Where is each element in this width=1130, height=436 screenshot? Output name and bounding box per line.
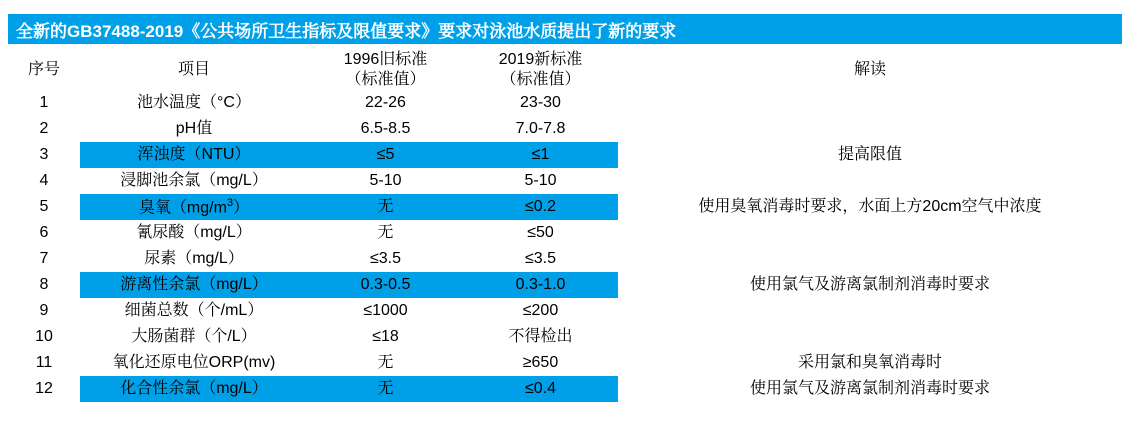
- header-new-standard-line1: 2019新标准: [498, 51, 583, 68]
- cell-note: [618, 168, 1122, 194]
- table-header: [8, 50, 1122, 90]
- cell-note: [618, 298, 1122, 324]
- cell-no: 7: [39, 249, 49, 267]
- cell-item: 尿素（mg/L）: [144, 249, 244, 267]
- cell-new: 7.0-7.8: [515, 119, 566, 137]
- table-row: [8, 116, 1122, 142]
- table-row: [8, 220, 1122, 246]
- table-row: [8, 168, 1122, 194]
- table-row: [8, 350, 1122, 376]
- cell-item: 化合性余氯（mg/L）: [80, 376, 308, 402]
- page-title: 全新的GB37488-2019《公共场所卫生指标及限值要求》要求对泳池水质提出了新的要求: [16, 21, 677, 41]
- cell-note: 使用氯气及游离氯制剂消毒时要求: [749, 379, 990, 397]
- cell-no: 10: [35, 327, 53, 345]
- cell-no: 5: [39, 197, 49, 215]
- table-row: [8, 298, 1122, 324]
- cell-old: ≤1000: [363, 301, 408, 319]
- cell-old: 6.5-8.5: [360, 119, 411, 137]
- cell-note: [618, 246, 1122, 272]
- cell-note: [618, 90, 1122, 116]
- cell-old: 无: [377, 353, 394, 371]
- cell-no: 1: [39, 93, 49, 111]
- cell-new: 23-30: [520, 93, 561, 111]
- cell-old: 5-10: [369, 171, 402, 189]
- table-row: [8, 324, 1122, 350]
- header-new-standard: [463, 50, 618, 90]
- table-row: [8, 142, 1122, 168]
- cell-note: 使用氯气及游离氯制剂消毒时要求: [749, 275, 990, 293]
- cell-old: 22-26: [365, 93, 406, 111]
- table-body: [8, 90, 1122, 402]
- cell-item: 浸脚池余氯（mg/L）: [120, 171, 268, 189]
- water-quality-standards-table: [8, 50, 1122, 402]
- cell-old: 无: [308, 376, 463, 402]
- header-no: 序号: [27, 60, 60, 78]
- cell-note: 采用氯和臭氧消毒时: [797, 353, 942, 371]
- table-row: [8, 272, 1122, 298]
- cell-note: 提高限值: [837, 145, 902, 163]
- cell-old: 无: [377, 223, 394, 241]
- cell-new: ≤3.5: [524, 249, 557, 267]
- header-old-standard-line1: 1996旧标准: [343, 51, 428, 68]
- cell-note: [618, 220, 1122, 246]
- cell-no: 8: [39, 275, 49, 293]
- document-title-bar: [8, 14, 1122, 44]
- cell-item: 池水温度（°C）: [137, 93, 251, 111]
- cell-note: [618, 324, 1122, 350]
- cell-no: 6: [39, 223, 49, 241]
- cell-note: 使用臭氧消毒时要求，水面上方20cm空气中浓度: [698, 197, 1042, 215]
- cell-old: ≤18: [372, 327, 399, 345]
- cell-item: 氰尿酸（mg/L）: [136, 223, 252, 241]
- table-row: [8, 376, 1122, 402]
- cell-old: ≤5: [308, 142, 463, 168]
- cell-no: 3: [39, 145, 49, 163]
- table-row: [8, 246, 1122, 272]
- cell-no: 12: [35, 379, 53, 397]
- cell-item: 浑浊度（NTU）: [80, 142, 308, 168]
- cell-new: ≤200: [522, 301, 559, 319]
- cell-item: 臭氧$(mg/m^3)$: [80, 194, 308, 220]
- header-old-standard: [308, 50, 463, 90]
- table-row: [8, 194, 1122, 220]
- cell-item: 大肠菌群（个/L）: [131, 327, 257, 345]
- header-new-standard-line2: （标准值）: [500, 71, 581, 88]
- cell-old: 0.3-0.5: [308, 272, 463, 298]
- cell-new: ≤50: [527, 223, 554, 241]
- cell-item: pH值: [175, 119, 213, 137]
- cell-new: ≤0.4: [463, 376, 618, 402]
- cell-item: 氧化还原电位ORP(mv): [112, 353, 276, 371]
- cell-new: 5-10: [524, 171, 557, 189]
- cell-note: [618, 116, 1122, 142]
- cell-no: 9: [39, 301, 49, 319]
- cell-new: ≤0.2: [463, 194, 618, 220]
- cell-new: ≥650: [522, 353, 559, 371]
- cell-item: 细菌总数（个/mL）: [124, 301, 264, 319]
- table-header-row: [8, 50, 1122, 90]
- cell-item: 游离性余氯（mg/L）: [80, 272, 308, 298]
- cell-old: 无: [308, 194, 463, 220]
- header-old-standard-line2: （标准值）: [345, 71, 426, 88]
- header-item: 项目: [177, 60, 210, 78]
- table-row: [8, 90, 1122, 116]
- cell-new: 不得检出: [508, 327, 573, 345]
- cell-old: ≤3.5: [369, 249, 402, 267]
- cell-new: 0.3-1.0: [463, 272, 618, 298]
- cell-no: 4: [39, 171, 49, 189]
- header-note: 解读: [853, 60, 886, 78]
- cell-new: ≤1: [463, 142, 618, 168]
- cell-no: 2: [39, 119, 49, 137]
- cell-no: 11: [35, 353, 53, 371]
